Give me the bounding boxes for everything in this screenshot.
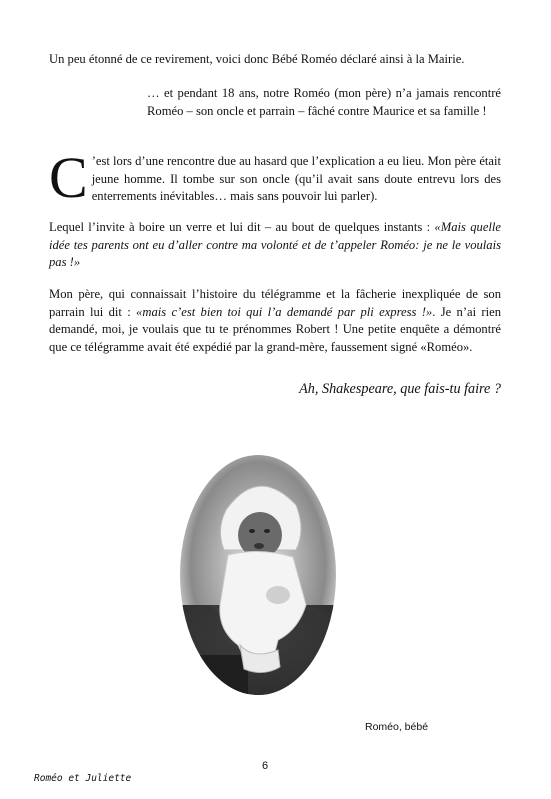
drop-cap: C bbox=[49, 145, 88, 210]
paragraph-4 bbox=[49, 286, 501, 356]
indented-quote: … et pendant 18 ans, notre Roméo (mon père) n’a jamais rencontré Roméo – son oncle et parrain – fâché contre Maurice et sa famille ! bbox=[147, 86, 501, 118]
paragraph-2-text: ’est lors d’une rencontre due au hasard que l’explication a eu lieu. Mon père était jeune homme. Il tombe sur son oncle (qu’il avait sans doute entrevu lors des enterrements inévitables… mais sans pouvoir lui parler). bbox=[91, 154, 501, 203]
page-number: 6 bbox=[262, 760, 269, 772]
paragraph-3-quote: «Mais quelle idée tes parents ont eu d’aller contre ma volonté et de t’appeler Roméo: je ne le voulais pas !» bbox=[49, 220, 501, 269]
closing-line: Ah, Shakespeare, que fais-tu faire ? bbox=[299, 381, 501, 397]
footer-title: Roméo et Juliette bbox=[34, 773, 132, 784]
paragraph-3-text: Lequel l’invite à boire un verre et lui dit – au bout de quelques instants : bbox=[49, 220, 435, 234]
paragraph-1: Un peu étonné de ce revirement, voici donc Bébé Roméo déclaré ainsi à la Mairie. bbox=[49, 52, 465, 66]
paragraph-4-end: . Je n’ai rien demandé, moi, je voulais que tu te prénommes Robert ! Une petite enquête a démontré que ce télégramme avait été expédié par la grand-mère, faussement signé «Roméo». bbox=[49, 304, 501, 354]
photo-caption: Roméo, bébé bbox=[365, 721, 429, 733]
paragraph-3 bbox=[49, 219, 501, 272]
paragraph-4-text: Mon père, qui connaissait l’histoire du télégramme et la fâcherie inexpliquée de son parrain lui dit : bbox=[49, 287, 501, 319]
paragraph-2 bbox=[49, 145, 501, 210]
paragraph-4-quote: «mais c’est bien toi qui l’a demandé par pli express !» bbox=[136, 304, 433, 319]
baby-photo bbox=[178, 455, 338, 700]
